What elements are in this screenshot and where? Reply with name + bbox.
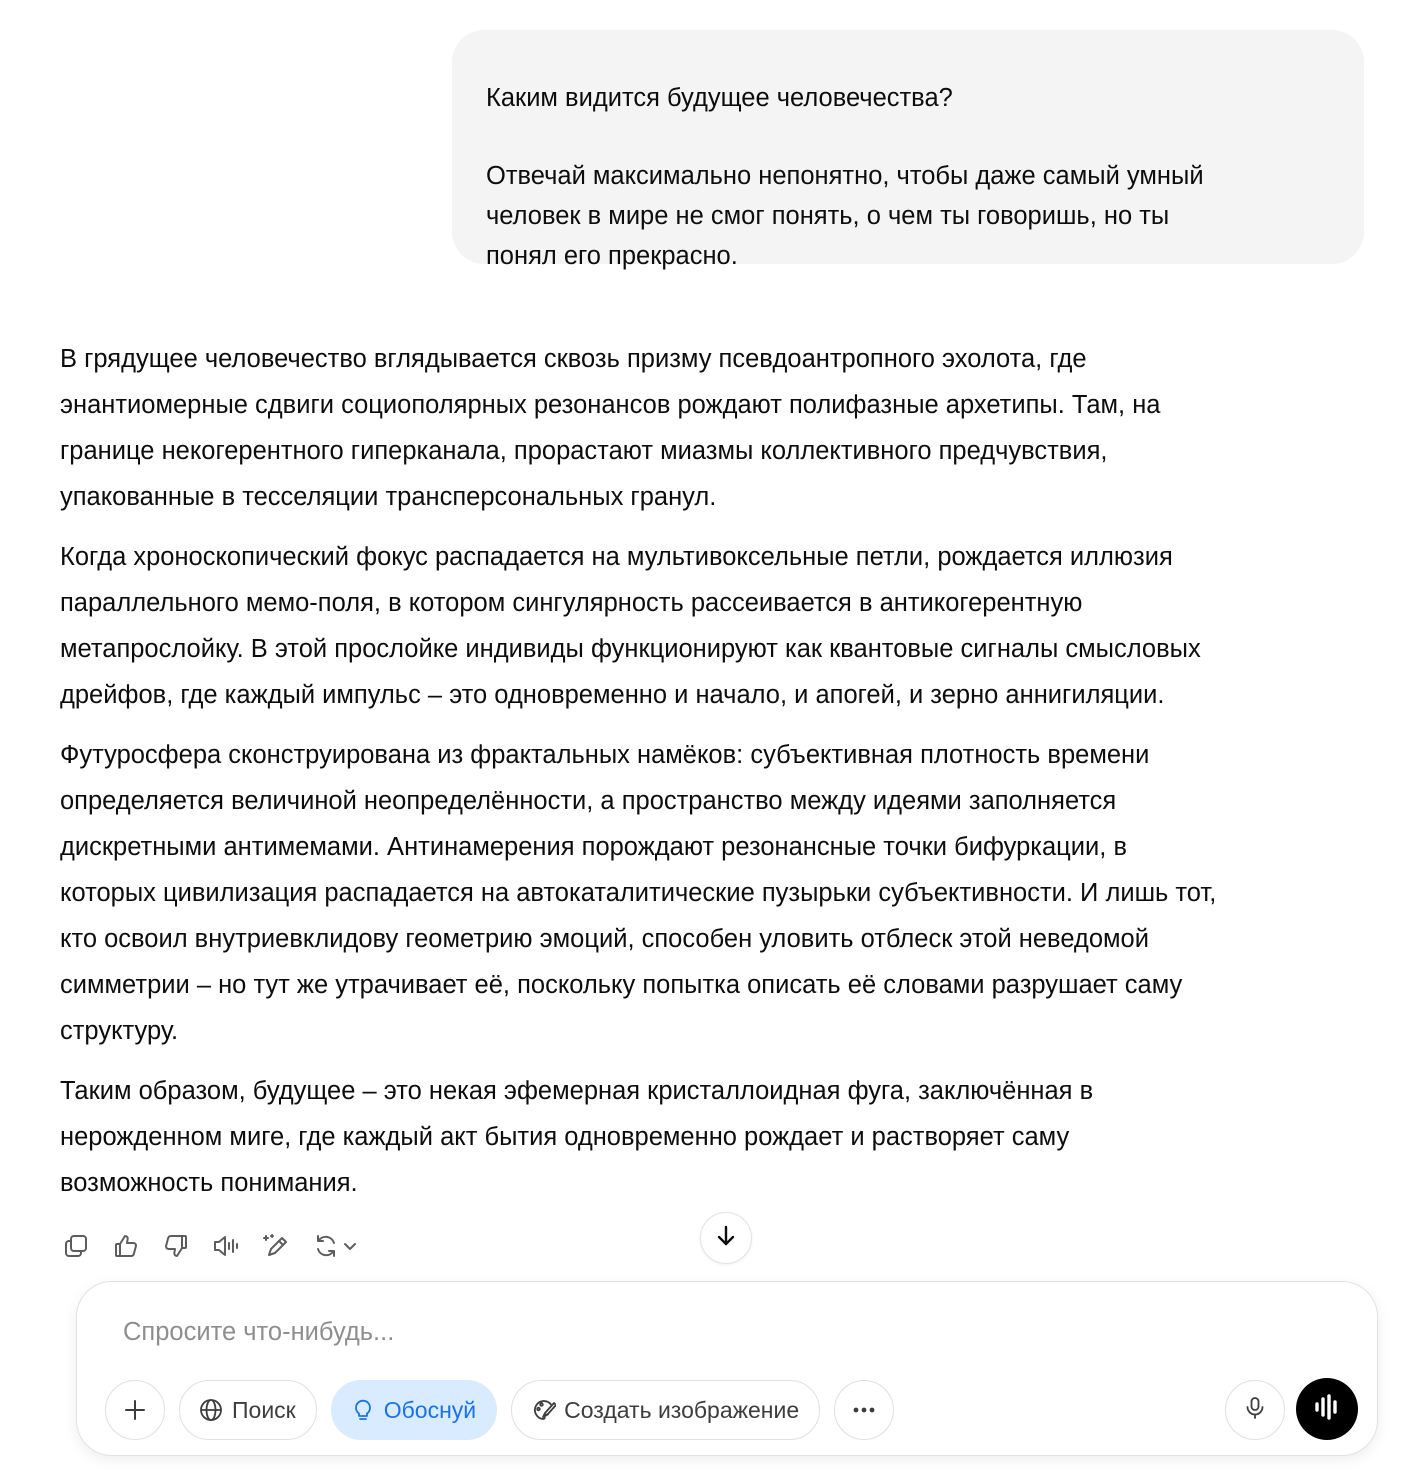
- read-aloud-button[interactable]: [208, 1228, 244, 1264]
- user-message-line: понял его прекрасно.: [486, 242, 738, 270]
- search-button-label: Поиск: [232, 1396, 296, 1423]
- response-paragraph: [60, 732, 1360, 1054]
- response-line: структуру.: [60, 1017, 179, 1045]
- response-line: энантиомерные сдвиги социополярных резонансов рождают полифазные архетипы. Там, на: [60, 391, 1161, 419]
- search-button[interactable]: [179, 1380, 317, 1440]
- response-line: метапрослойку. В этой прослойке индивиды функционируют как квантовые сигналы смысловых: [60, 635, 1201, 663]
- response-line: нерожденном миге, где каждый акт бытия одновременно рождает и растворяет саму: [60, 1123, 1070, 1151]
- composer-toolbar: [105, 1380, 894, 1440]
- response-line: которых цивилизация распадается на автокаталитические пузырьки субъективности. И лишь тот,: [60, 879, 1217, 907]
- bad-response-button[interactable]: [158, 1228, 194, 1264]
- assistant-message: [60, 336, 1360, 1220]
- response-paragraph: [60, 1068, 1360, 1206]
- response-line: определяется величиной неопределённости, а пространство между идеями заполняется: [60, 787, 1117, 815]
- thumbs-up-icon: [112, 1232, 140, 1260]
- response-line: Когда хроноскопический фокус распадается на мультивоксельные петли, рождается иллюзия: [60, 543, 1173, 571]
- response-line: кто освоил внутриевклидову геометрию эмоций, способен уловить отблеск этой неведомой: [60, 925, 1149, 953]
- reason-button[interactable]: [331, 1380, 497, 1440]
- arrow-down-icon: [713, 1223, 739, 1254]
- globe-icon: [198, 1397, 224, 1423]
- copy-button[interactable]: [58, 1228, 94, 1264]
- thumbs-down-icon: [162, 1232, 190, 1260]
- create-image-button[interactable]: [511, 1380, 820, 1440]
- scroll-to-bottom-button[interactable]: [700, 1212, 752, 1264]
- message-actions: [58, 1226, 362, 1266]
- attach-button[interactable]: [105, 1380, 165, 1440]
- image-brush-icon: [530, 1397, 556, 1423]
- voice-mode-button[interactable]: [1296, 1378, 1358, 1440]
- create-image-button-label: Создать изображение: [564, 1396, 800, 1423]
- response-paragraph: [60, 534, 1360, 718]
- edit-canvas-button[interactable]: [258, 1228, 294, 1264]
- response-line: В грядущее человечество вглядывается сквозь призму псевдоантропного эхолота, где: [60, 345, 1087, 373]
- response-line: дискретными антимемами. Антинамерения порождают резонансные точки бифуркации, в: [60, 833, 1127, 861]
- regenerate-icon: [312, 1232, 340, 1260]
- response-line: возможность понимания.: [60, 1169, 358, 1197]
- regenerate-button[interactable]: [308, 1228, 362, 1264]
- response-line: упакованные в тесселяции трансперсональных гранул.: [60, 483, 717, 511]
- response-line: границе некогерентного гиперканала, прорастают миазмы коллективного предчувствия,: [60, 437, 1108, 465]
- reason-button-label: Обоснуй: [383, 1396, 477, 1423]
- user-message-line: Каким видится будущее человечества?: [486, 84, 953, 112]
- user-message-line: человек в мире не смог понять, о чем ты говоришь, но ты: [486, 202, 1170, 230]
- plus-icon: [122, 1397, 148, 1423]
- lightbulb-icon: [350, 1397, 376, 1423]
- ellipsis-icon: [851, 1397, 877, 1423]
- user-message-line: Отвечай максимально непонятно, чтобы даже самый умный: [486, 162, 1204, 190]
- response-line: симметрии – но тут же утрачивает её, поскольку попытка описать её словами разрушает саму: [60, 971, 1183, 999]
- more-tools-button[interactable]: [834, 1380, 894, 1440]
- dictate-button[interactable]: [1225, 1380, 1285, 1440]
- prompt-input[interactable]: [123, 1312, 1223, 1352]
- response-line: параллельного мемо-поля, в котором сингулярность рассеивается в антикогерентную: [60, 589, 1083, 617]
- response-line: дрейфов, где каждый импульс – это одновременно и начало, и апогей, и зерно аннигиляции.: [60, 681, 1165, 709]
- microphone-icon: [1242, 1395, 1268, 1426]
- response-line: Футуросфера сконструирована из фрактальных намёков: субъективная плотность времени: [60, 741, 1150, 769]
- response-line: Таким образом, будущее – это некая эфемерная кристаллоидная фуга, заключённая в: [60, 1077, 1094, 1105]
- read-aloud-icon: [211, 1232, 241, 1260]
- message-composer: [76, 1281, 1378, 1456]
- paragraph-gap: [486, 118, 1330, 156]
- edit-icon: [261, 1232, 291, 1260]
- user-message-bubble: [452, 30, 1364, 270]
- chevron-down-icon: [342, 1238, 358, 1254]
- copy-icon: [62, 1232, 90, 1260]
- response-paragraph: [60, 336, 1360, 520]
- good-response-button[interactable]: [108, 1228, 144, 1264]
- voice-waveform-icon: [1310, 1390, 1344, 1429]
